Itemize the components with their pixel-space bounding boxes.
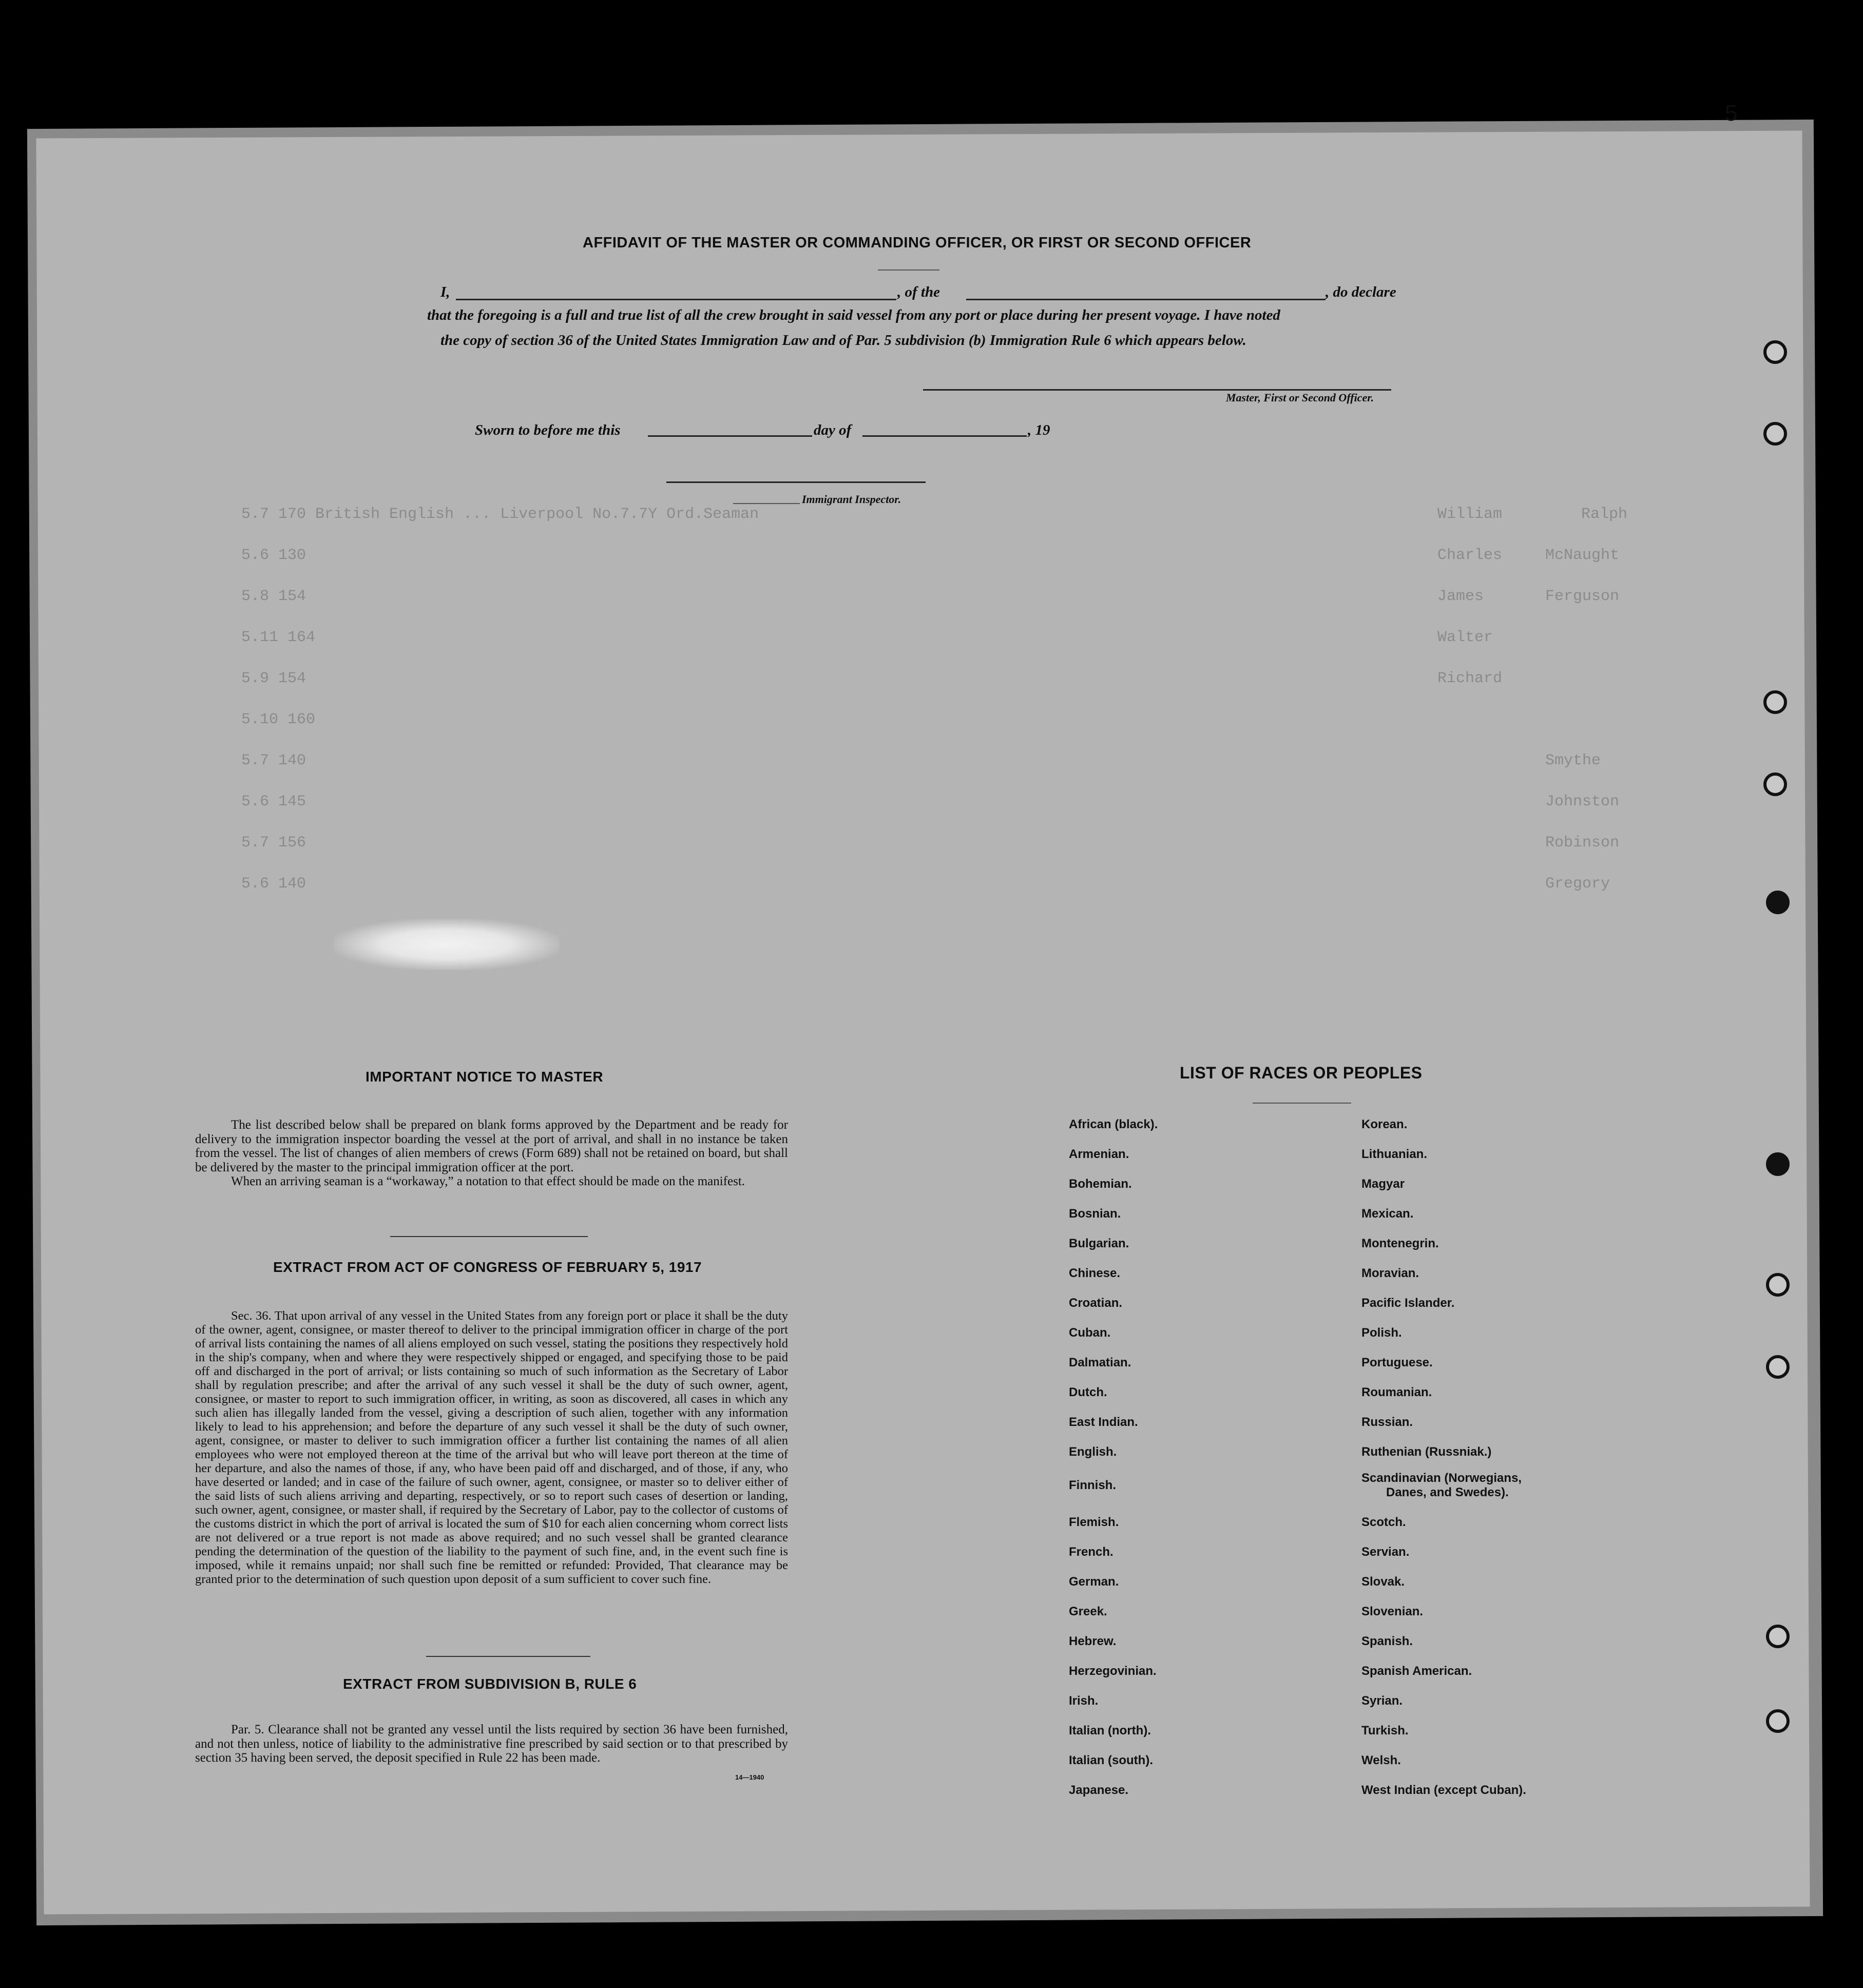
notice-paragraph-1: The list described below shall be prepared on blank forms approved by the Department and be ready for delivery to the immigration inspector boarding the vessel at the port of arrival, and shall in no instance be taken from the vessel. The list of changes of alien members of crews (Form 689) shall not be retained on board, but shall be delivered by the master to the principal immigration officer at the port. — [195, 1118, 788, 1174]
race-item: Slovak. — [1361, 1575, 1405, 1589]
section-divider — [390, 1236, 588, 1237]
race-item: African (black). — [1069, 1117, 1158, 1131]
race-item: Russian. — [1361, 1415, 1413, 1429]
races-title-rule — [1253, 1103, 1351, 1104]
races-title: LIST OF RACES OR PEOPLES — [1180, 1064, 1423, 1082]
signature-line — [923, 389, 1391, 391]
race-item: Finnish. — [1069, 1478, 1116, 1492]
race-item: Welsh. — [1361, 1753, 1401, 1767]
race-item: English. — [1069, 1445, 1117, 1459]
section-divider — [426, 1656, 590, 1657]
paper-stain — [334, 919, 560, 970]
punch-hole — [1766, 1709, 1790, 1733]
race-item: Herzegovinian. — [1069, 1664, 1157, 1678]
race-item: Spanish American. — [1361, 1664, 1472, 1678]
sworn-label: Sworn to before me this — [475, 422, 621, 438]
race-item: Mexican. — [1361, 1207, 1414, 1221]
race-item: Korean. — [1361, 1117, 1408, 1131]
race-item: Polish. — [1361, 1326, 1402, 1340]
inspector-rule — [733, 503, 800, 504]
race-item: Servian. — [1361, 1545, 1410, 1559]
inspector-signature-line — [666, 481, 926, 483]
race-item: Pacific Islander. — [1361, 1296, 1455, 1310]
race-item: Dutch. — [1069, 1385, 1107, 1399]
day-of-label: day of — [814, 422, 852, 438]
affidavit-of-the: , of the — [897, 284, 940, 300]
race-item: Magyar — [1361, 1177, 1405, 1191]
punch-hole — [1763, 773, 1787, 796]
race-item: Dalmatian. — [1069, 1356, 1131, 1369]
notice-text — [195, 1118, 788, 1189]
punch-hole — [1766, 891, 1790, 914]
race-item: Armenian. — [1069, 1147, 1129, 1161]
punch-hole — [1766, 1152, 1790, 1176]
document-sheet — [36, 131, 1810, 1915]
act-extract-title: EXTRACT FROM ACT OF CONGRESS OF FEBRUARY 5, 1917 — [273, 1259, 702, 1275]
race-item: Portuguese. — [1361, 1356, 1433, 1369]
race-item: Japanese. — [1069, 1783, 1129, 1797]
race-item: Irish. — [1069, 1694, 1099, 1708]
race-item: Roumanian. — [1361, 1385, 1432, 1399]
vessel-blank — [966, 299, 1326, 300]
race-item: Bosnian. — [1069, 1207, 1121, 1221]
inspector-label: Immigrant Inspector. — [802, 493, 901, 506]
corner-mark: 5 — [1725, 101, 1738, 126]
affidavit-line-3: the copy of section 36 of the United States Immigration Law and of Par. 5 subdivision (b) Immigration Rule 6 which appears below. — [440, 332, 1246, 349]
race-item: Croatian. — [1069, 1296, 1123, 1310]
race-item: French. — [1069, 1545, 1113, 1559]
race-item: Greek. — [1069, 1605, 1107, 1618]
form-number: 14—1940 — [735, 1773, 764, 1781]
rule-extract-paragraph: Par. 5. Clearance shall not be granted any vessel until the lists required by section 36 have been furnished, and not then unless, notice of liability to the administrative fine prescribed by said section or to that prescribed by section 35 having been served, the deposit specified in Rule 22 has been made. — [195, 1723, 788, 1765]
race-item: Montenegrin. — [1361, 1237, 1439, 1250]
race-item: Chinese. — [1069, 1266, 1121, 1280]
race-item: Flemish. — [1069, 1515, 1119, 1529]
month-blank — [862, 435, 1027, 437]
race-item: Ruthenian (Russniak.) — [1361, 1445, 1492, 1459]
punch-hole — [1766, 1273, 1790, 1297]
race-item: Moravian. — [1361, 1266, 1419, 1280]
race-item: Turkish. — [1361, 1724, 1409, 1738]
rule-extract-title: EXTRACT FROM SUBDIVISION B, RULE 6 — [343, 1676, 637, 1692]
race-item: Hebrew. — [1069, 1634, 1117, 1648]
notice-paragraph-2: When an arriving seaman is a “workaway,” a notation to that effect should be made on the manifest. — [231, 1174, 745, 1188]
race-item: Scandinavian (Norwegians, — [1361, 1471, 1522, 1485]
affidavit-i-label: I, — [440, 284, 450, 300]
notice-title: IMPORTANT NOTICE TO MASTER — [366, 1069, 604, 1085]
affidavit-declare: , do declare — [1326, 284, 1396, 300]
title-rule — [878, 269, 939, 271]
race-item: Cuban. — [1069, 1326, 1111, 1340]
race-item: German. — [1069, 1575, 1119, 1589]
race-item: Spanish. — [1361, 1634, 1413, 1648]
affidavit-line-2: that the foregoing is a full and true list of all the crew brought in said vessel from any port or place during her present voyage. I have noted — [427, 307, 1280, 323]
rule-extract-text — [195, 1723, 788, 1765]
punch-hole — [1763, 690, 1787, 714]
race-item: West Indian (except Cuban). — [1361, 1783, 1526, 1797]
race-item: Lithuanian. — [1361, 1147, 1427, 1161]
race-item: Syrian. — [1361, 1694, 1403, 1708]
race-item: Slovenian. — [1361, 1605, 1424, 1618]
signature-label: Master, First or Second Officer. — [1226, 391, 1374, 404]
race-item: Bulgarian. — [1069, 1237, 1129, 1250]
race-item: Italian (south). — [1069, 1753, 1153, 1767]
affidavit-title: AFFIDAVIT OF THE MASTER OR COMMANDING OFFICER, OR FIRST OR SECOND OFFICER — [583, 235, 1252, 251]
name-blank — [456, 299, 896, 300]
sworn-day-blank — [648, 435, 812, 437]
punch-hole — [1766, 1355, 1790, 1379]
punch-hole — [1766, 1625, 1790, 1648]
race-item: Scotch. — [1361, 1515, 1406, 1529]
race-item: Italian (north). — [1069, 1724, 1151, 1738]
punch-hole — [1763, 422, 1787, 446]
race-item: Bohemian. — [1069, 1177, 1132, 1191]
punch-hole — [1763, 340, 1787, 364]
act-extract-paragraph: Sec. 36. That upon arrival of any vessel in the United States from any foreign port or place it shall be the duty of the owner, agent, consignee, or master thereof to deliver to the principal immigration officer in charge of the port of arrival lists containing the names of all aliens employed on such vessel, stating the positions they respectively hold in the ship's company, when and where they were respectively shipped or engaged, and specifying those to be paid off and discharged in the port of arrival; or lists containing so much of such information as the Secretary of Labor shall by regulation prescribe; and after the arrival of any such vessel it shall be the duty of such owner, agent, consignee, or master to report to such immigration officer, in writing, as soon as discovered, all cases in which any such alien has illegally landed from the vessel, giving a description of such alien, together with any information likely to lead to his apprehension; and before the departure of any such vessel it shall be the duty of such owner, agent, consignee, or master to deliver to such immigration officer a further list containing the names of all alien employees who were not employed thereon at the time of the arrival but who will leave port thereon at the time of her departure, and also the names of those, if any, who have been paid off and discharged, and of those, if any, who have deserted or landed; and in case of the failure of such owner, agent, consignee, or master so to deliver either of the said lists of such aliens arriving and departing, respectively, or so to report such cases of desertion or landing, such owner, agent, consignee, or master shall, if required by the Secretary of Labor, pay to the collector of customs of the customs district in which the port of arrival is located the sum of $10 for each alien concerning whom correct lists are not delivered or a true report is not made as above required; and no such vessel shall be granted clearance pending the determination of the question of the liability to the payment of such fine, and, in the event such fine is imposed, while it remains unpaid; nor shall such fine be remitted or refunded: Provided, That clearance may be granted prior to the determination of such question upon deposit of a sum sufficient to cover such fine. — [195, 1309, 788, 1586]
act-extract-text — [195, 1309, 788, 1586]
year-label: , 19 — [1028, 422, 1050, 438]
race-item: Danes, and Swedes). — [1386, 1485, 1509, 1499]
race-item: East Indian. — [1069, 1415, 1138, 1429]
